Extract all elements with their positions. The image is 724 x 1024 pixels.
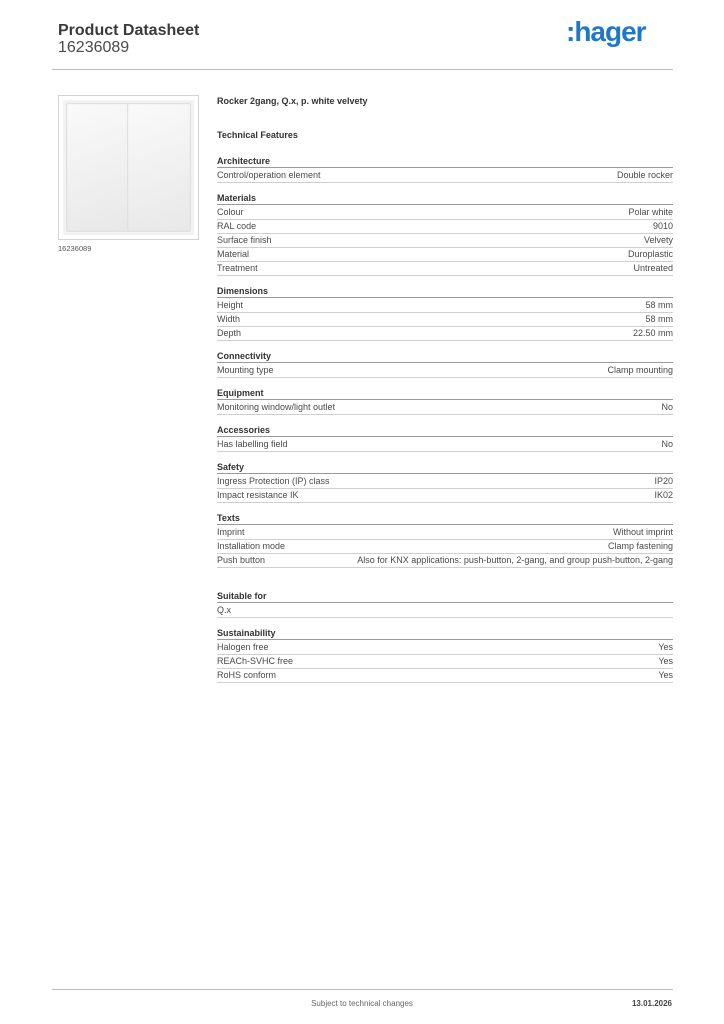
spec-value: Yes bbox=[658, 656, 673, 666]
section-sustainability bbox=[217, 627, 673, 683]
spec-value: 9010 bbox=[652, 221, 673, 231]
right-rocker bbox=[127, 103, 191, 232]
footer-note: Subject to technical changes bbox=[311, 999, 413, 1008]
spec-label: Impact resistance IK bbox=[217, 490, 299, 500]
spec-row bbox=[217, 669, 673, 683]
footer-date: 13.01.2026 bbox=[631, 999, 672, 1008]
spec-row bbox=[217, 220, 673, 234]
product-number: 16236089 bbox=[58, 39, 130, 56]
header-divider bbox=[52, 69, 673, 70]
section-equipment bbox=[217, 387, 673, 415]
spec-row bbox=[217, 489, 673, 503]
spec-value: No bbox=[661, 402, 673, 412]
spec-label: Monitoring window/light outlet bbox=[217, 402, 336, 412]
spec-value: IK02 bbox=[654, 490, 673, 500]
left-rocker bbox=[66, 103, 130, 232]
spec-value: No bbox=[661, 439, 673, 449]
spec-value: 58 mm bbox=[645, 314, 673, 324]
section-suitable-for bbox=[217, 590, 673, 618]
spec-value: Without imprint bbox=[612, 527, 673, 537]
section-title: Texts bbox=[217, 512, 673, 525]
spec-label: Surface finish bbox=[217, 235, 272, 245]
spec-label: Depth bbox=[217, 328, 242, 338]
datasheet-content bbox=[217, 95, 673, 692]
section-dimensions bbox=[217, 285, 673, 341]
section-title: Accessories bbox=[217, 424, 673, 437]
page-title: Product Datasheet bbox=[58, 22, 200, 39]
spec-row bbox=[217, 554, 673, 568]
spec-value: Untreated bbox=[633, 263, 673, 273]
hager-logo[interactable]: :hager bbox=[566, 16, 646, 47]
technical-features-heading: Technical Features bbox=[217, 130, 298, 140]
spec-row bbox=[217, 169, 673, 183]
switch-plate bbox=[63, 100, 194, 235]
spec-row bbox=[217, 262, 673, 276]
spec-label: Height bbox=[217, 300, 244, 310]
spec-value: Clamp fastening bbox=[607, 541, 673, 551]
section-connectivity bbox=[217, 350, 673, 378]
spec-label: Colour bbox=[217, 207, 244, 217]
product-image bbox=[58, 95, 199, 240]
spec-label: Imprint bbox=[217, 527, 245, 537]
spec-label: RAL code bbox=[217, 221, 257, 231]
spec-value: Double rocker bbox=[616, 170, 673, 180]
spec-label: Has labelling field bbox=[217, 439, 288, 449]
spec-label: RoHS conform bbox=[217, 670, 277, 680]
spec-label: Treatment bbox=[217, 263, 258, 273]
spec-label: Mounting type bbox=[217, 365, 274, 375]
spec-value: Also for KNX applications: push-button, 2-gang, and group push-button, 2-gang bbox=[357, 555, 673, 565]
section-title: Connectivity bbox=[217, 350, 673, 363]
spec-row bbox=[217, 438, 673, 452]
spec-row bbox=[217, 313, 673, 327]
spec-label: Control/operation element bbox=[217, 170, 321, 180]
spec-row bbox=[217, 475, 673, 489]
section-accessories bbox=[217, 424, 673, 452]
spec-value: Clamp mounting bbox=[607, 365, 673, 375]
spec-label: Ingress Protection (IP) class bbox=[217, 476, 330, 486]
spec-row bbox=[217, 327, 673, 341]
spec-label: Width bbox=[217, 314, 241, 324]
spec-value: Yes bbox=[658, 642, 673, 652]
spec-value: Duroplastic bbox=[627, 249, 673, 259]
section-title: Suitable for bbox=[217, 590, 673, 603]
spec-row bbox=[217, 655, 673, 669]
spec-label: Halogen free bbox=[217, 642, 269, 652]
spec-label: REACh-SVHC free bbox=[217, 656, 294, 666]
spec-label: Material bbox=[217, 249, 250, 259]
spec-row bbox=[217, 206, 673, 220]
footer-divider bbox=[52, 989, 673, 990]
spec-value: 58 mm bbox=[645, 300, 673, 310]
section-safety bbox=[217, 461, 673, 503]
section-materials bbox=[217, 192, 673, 276]
spec-row bbox=[217, 234, 673, 248]
spec-row bbox=[217, 540, 673, 554]
feature-sections bbox=[217, 155, 673, 683]
spec-row bbox=[217, 526, 673, 540]
section-texts bbox=[217, 512, 673, 568]
spec-value: Yes bbox=[658, 670, 673, 680]
product-name: Rocker 2gang, Q.x, p. white velvety bbox=[217, 96, 368, 106]
section-title: Dimensions bbox=[217, 285, 673, 298]
section-title: Sustainability bbox=[217, 627, 673, 640]
section-title: Equipment bbox=[217, 387, 673, 400]
section-title: Safety bbox=[217, 461, 673, 474]
section-architecture bbox=[217, 155, 673, 183]
spec-value: Polar white bbox=[628, 207, 673, 217]
spec-row bbox=[217, 604, 673, 618]
spec-row bbox=[217, 641, 673, 655]
section-title: Architecture bbox=[217, 155, 673, 168]
spec-row bbox=[217, 248, 673, 262]
spec-label: Push button bbox=[217, 555, 266, 565]
spec-row bbox=[217, 364, 673, 378]
section-title: Materials bbox=[217, 192, 673, 205]
spec-label: Q.x bbox=[217, 605, 232, 615]
spec-value: Velvety bbox=[643, 235, 673, 245]
spec-value: 22.50 mm bbox=[632, 328, 673, 338]
spec-label: Installation mode bbox=[217, 541, 286, 551]
image-caption: 16236089 bbox=[58, 244, 92, 253]
spec-row bbox=[217, 401, 673, 415]
spec-row bbox=[217, 299, 673, 313]
spec-value: IP20 bbox=[654, 476, 673, 486]
